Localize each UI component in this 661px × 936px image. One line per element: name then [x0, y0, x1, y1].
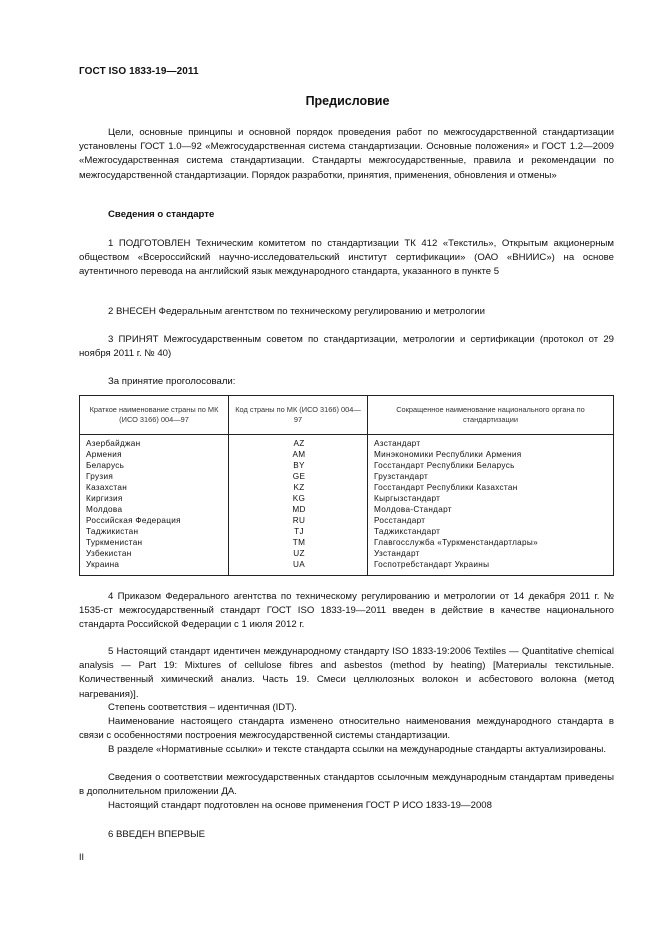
- country-cell: Беларусь: [86, 461, 125, 470]
- item-5-paragraph: 5 Настоящий стандарт идентичен международному стандарту ISO 1833-19:2006 Textiles — Quantitative chemical analysis — Part 19: Mixtures of cellulose fibres and asbestos (method by heating) [Материалы текстильные. Количественный химический анализ. Часть 19. Смеси целлюлозных волокон и асбестового волокна (метод нагревания)].: [79, 646, 614, 700]
- code-column: [229, 435, 368, 576]
- body-cell: Минэкономики Республики Армения: [374, 450, 522, 459]
- body-cell: Кыргызстандарт: [374, 494, 441, 503]
- voted-label: За принятие проголосовали:: [108, 376, 236, 387]
- member-states-table: [79, 395, 614, 576]
- body-cell: Азстандарт: [374, 439, 421, 448]
- code-cell: MD: [292, 505, 306, 514]
- body-cell: Росстандарт: [374, 516, 426, 525]
- item-1-paragraph: 1 ПОДГОТОВЛЕН Техническим комитетом по стандартизации ТК 412 «Текстиль», Открытым акционерным обществом «Всероссийский научно-исследовательский институт сертификации» (ОАО «ВНИИС») на основе аутентичного перевода на английский язык международного стандарта, указанного в пункте 5: [79, 238, 614, 278]
- body-cell: Госстандарт Республики Беларусь: [374, 461, 515, 470]
- body-column: [368, 435, 614, 576]
- country-cell: Армения: [86, 450, 122, 459]
- item-2-paragraph: 2 ВНЕСЕН Федеральным агентством по техническому регулированию и метрологии: [108, 306, 486, 317]
- country-cell: Таджикистан: [86, 527, 139, 536]
- table-header-country: Краткое наименование страны по МК (ИСО 3166) 004—97: [80, 396, 229, 435]
- country-cell: Грузия: [86, 472, 114, 481]
- table-header-body: Сокращенное наименование национального органа по стандартизации: [368, 396, 614, 435]
- country-cell: Азербайджан: [86, 439, 141, 448]
- table-header-code: Код страны по МК (ИСО 3166) 004—97: [229, 396, 368, 435]
- body-cell: Таджикстандарт: [374, 527, 441, 536]
- country-cell: Украина: [86, 560, 120, 569]
- code-cell: TM: [292, 538, 306, 547]
- code-cell: TJ: [294, 527, 304, 536]
- item-5-annex: Сведения о соответствии межгосударственных стандартов ссылочным международным стандартам приведены в дополнительном приложении ДА.: [79, 772, 614, 798]
- code-cell: KZ: [293, 483, 305, 492]
- country-cell: Казахстан: [86, 483, 128, 492]
- country-cell: Молдова: [86, 505, 123, 514]
- item-5-degree: Степень соответствия – идентичная (IDT).: [108, 702, 297, 713]
- body-cell: Госстандарт Республики Казахстан: [374, 483, 518, 492]
- code-cell: GE: [292, 472, 306, 481]
- item-5-references: В разделе «Нормативные ссылки» и тексте стандарта ссылки на международные стандарты актуализированы.: [108, 744, 607, 755]
- country-cell: Узбекистан: [86, 549, 132, 558]
- country-cell: Туркменистан: [86, 538, 143, 547]
- country-cell: Российская Федерация: [86, 516, 181, 525]
- country-cell: Киргизия: [86, 494, 123, 503]
- code-cell: AM: [292, 450, 306, 459]
- item-5-basis: Настоящий стандарт подготовлен на основе применения ГОСТ Р ИСО 1833-19—2008: [108, 800, 492, 811]
- code-cell: KG: [292, 494, 306, 503]
- table-body-row: [80, 435, 614, 576]
- item-6-paragraph: 6 ВВЕДЕН ВПЕРВЫЕ: [108, 829, 206, 840]
- table-header-row: [80, 396, 614, 435]
- code-cell: UZ: [293, 549, 305, 558]
- country-column: [80, 435, 229, 576]
- document-code-header: ГОСТ ISO 1833-19—2011: [79, 66, 199, 77]
- item-3-paragraph: 3 ПРИНЯТ Межгосударственным советом по стандартизации, метрологии и сертификации (протокол от 29 ноября 2011 г. № 40): [79, 334, 614, 360]
- code-cell: UA: [293, 560, 305, 569]
- page-number: II: [79, 852, 85, 862]
- body-cell: Молдова-Стандарт: [374, 505, 452, 514]
- code-cell: AZ: [293, 439, 305, 448]
- body-cell: Узстандарт: [374, 549, 420, 558]
- code-cell: BY: [293, 461, 305, 470]
- code-cell: RU: [292, 516, 306, 525]
- page-title: Предисловие: [305, 94, 390, 108]
- body-cell: Главгосслужба «Туркменстандартлары»: [374, 538, 538, 547]
- section-heading: Сведения о стандарте: [108, 209, 215, 220]
- body-cell: Грузстандарт: [374, 472, 429, 481]
- item-5-name-change: Наименование настоящего стандарта изменено относительно наименования международного стандарта в связи с особенностями построения межгосударственной системы стандартизации.: [79, 716, 614, 742]
- item-4-paragraph: 4 Приказом Федерального агентства по техническому регулированию и метрологии от 14 декабря 2011 г. № 1535-ст межгосударственный стандарт ГОСТ ISO 1833-19—2011 введен в действие в качестве национального стандарта Российской Федерации с 1 июля 2012 г.: [79, 591, 614, 631]
- body-cell: Госпотребстандарт Украины: [374, 560, 490, 569]
- intro-paragraph: Цели, основные принципы и основной порядок проведения работ по межгосударственной стандартизации установлены ГОСТ 1.0—92 «Межгосударственная система стандартизации. Основные положения» и ГОСТ 1.2—2009 «Межгосударственная система стандартизации. Стандарты межгосударственные, правила и рекомендации по межгосударственной стандартизации. Порядок разработки, принятия, применения, обновления и отмены»: [79, 127, 614, 181]
